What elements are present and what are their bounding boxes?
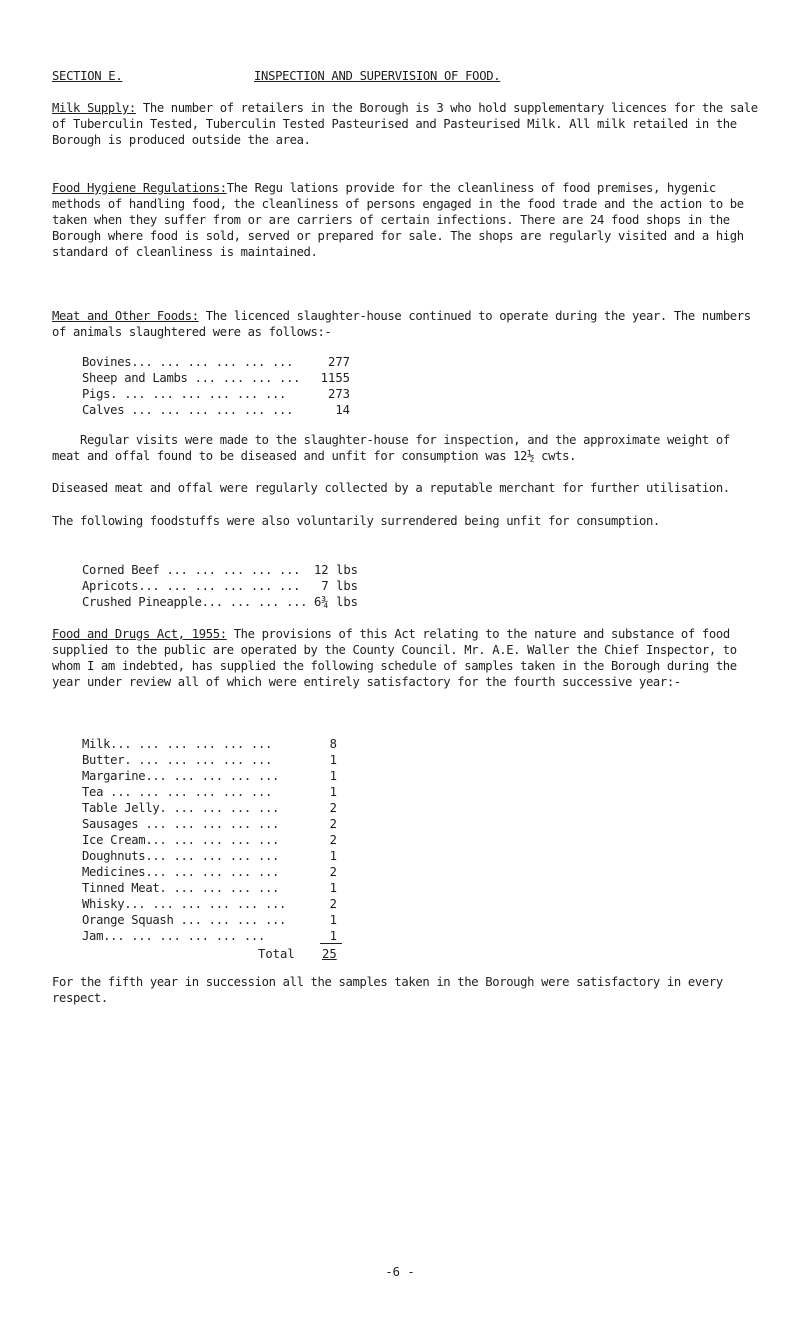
meat-other-foods-heading: Meat and Other Foods:	[52, 309, 199, 323]
sample-count: 1	[329, 769, 337, 783]
closing-text: For the fifth year in succession all the samples taken in the Borough were satisfactory in every respect.	[52, 975, 723, 1005]
food-drugs-act-heading: Food and Drugs Act, 1955:	[52, 627, 227, 641]
animal-count: 273	[327, 387, 350, 401]
list-item	[82, 848, 337, 864]
sample-count: 1	[329, 753, 337, 767]
food-hygiene-paragraph	[52, 180, 758, 260]
meat-other-foods-text: The licenced slaughter-house continued to operate during the year. The numbers of animals slaughtered were as follows:-	[52, 309, 751, 339]
food-hygiene-text: The Regu lations provide for the cleanliness of food premises, hygenic methods of handling food, the cleanliness of persons engaged in the food trade and the action to be taken when they suffer from or are carriers of certain infections. There are 24 food shops in the Borough where food is sold, served or prepared for sale. The shops are regularly visited and a high standard of cleanliness is maintained.	[52, 181, 744, 259]
animal-name: Bovines... ... ... ... ... ...	[82, 355, 294, 369]
total-divider	[320, 943, 342, 944]
sample-name: Tea ... ... ... ... ... ...	[82, 785, 273, 799]
sample-name: Whisky... ... ... ... ... ...	[82, 897, 287, 911]
animal-name: Sheep and Lambs ... ... ... ...	[82, 371, 301, 385]
foodstuff-amount: 7 lbs	[321, 579, 358, 593]
page-header	[52, 68, 772, 86]
foodstuff-amount: 6¾ lbs	[313, 595, 358, 609]
sample-name: Butter. ... ... ... ... ...	[82, 753, 273, 767]
foodstuff-name: Apricots... ... ... ... ... ...	[82, 579, 301, 593]
foodstuff-name: Corned Beef ... ... ... ... ...	[82, 563, 301, 577]
list-item	[82, 912, 337, 928]
list-item	[82, 784, 337, 800]
sample-name: Margarine... ... ... ... ...	[82, 769, 280, 783]
milk-supply-paragraph	[52, 100, 758, 148]
list-item	[82, 832, 337, 848]
sample-count: 2	[329, 865, 337, 879]
sample-count: 2	[329, 801, 337, 815]
sample-name: Doughnuts... ... ... ... ...	[82, 849, 280, 863]
diseased-meat-text: Diseased meat and offal were regularly collected by a reputable merchant for further utilisation.	[52, 481, 730, 495]
animals-slaughtered-list	[82, 354, 350, 418]
animal-count: 277	[327, 355, 350, 369]
sample-name: Ice Cream... ... ... ... ...	[82, 833, 280, 847]
milk-supply-heading: Milk Supply:	[52, 101, 136, 115]
list-item	[82, 752, 337, 768]
milk-supply-text: The number of retailers in the Borough is 3 who hold supplementary licences for the sale of Tuberculin Tested, Tuberculin Tested Pasteurised and Pasteurised Milk. All milk retailed in the Borough is produced outside the area.	[52, 101, 758, 147]
list-item	[82, 736, 337, 752]
food-drugs-act-text: The provisions of this Act relating to the nature and substance of food supplied to the public are operated by the County Council. Mr. A.E. Waller the Chief Inspector, to whom I am indebted, has supplied the following schedule of samples taken in the Borough during the year under review all of which were entirely satisfactory for the fourth successive year:-	[52, 627, 737, 689]
inspection-visits-paragraph	[52, 432, 758, 464]
sample-count: 1	[329, 785, 337, 799]
diseased-meat-paragraph	[52, 480, 758, 496]
list-item	[82, 768, 337, 784]
sample-count: 1	[329, 913, 337, 927]
list-item	[82, 800, 337, 816]
sample-count: 1	[329, 881, 337, 895]
inspection-visits-text: Regular visits were made to the slaughter-house for inspection, and the approximate weight of meat and offal found to be diseased and unfit for consumption was 12½ cwts.	[52, 433, 730, 463]
list-item	[82, 370, 350, 386]
surrendered-foodstuffs-list	[82, 562, 358, 610]
sample-count: 2	[329, 833, 337, 847]
surrendered-foodstuffs-text: The following foodstuffs were also voluntarily surrendered being unfit for consumption.	[52, 514, 660, 528]
samples-list	[82, 736, 337, 944]
sample-count: 8	[329, 737, 337, 751]
list-item	[82, 928, 337, 944]
meat-other-foods-paragraph	[52, 308, 758, 340]
foodstuff-name: Crushed Pineapple... ... ... ...	[82, 595, 308, 609]
sample-count: 2	[329, 897, 337, 911]
sample-name: Jam... ... ... ... ... ...	[82, 929, 265, 943]
list-item	[82, 386, 350, 402]
list-item	[82, 354, 350, 370]
animal-name: Pigs. ... ... ... ... ... ...	[82, 387, 287, 401]
sample-name: Orange Squash ... ... ... ...	[82, 913, 287, 927]
list-item	[82, 816, 337, 832]
section-label: SECTION E.	[52, 69, 123, 83]
sample-name: Tinned Meat. ... ... ... ...	[82, 881, 280, 895]
sample-count: 2	[329, 817, 337, 831]
sample-count: 1	[329, 849, 337, 863]
food-drugs-act-paragraph	[52, 626, 758, 690]
closing-paragraph	[52, 974, 758, 1006]
list-item	[82, 896, 337, 912]
sample-name: Sausages ... ... ... ... ...	[82, 817, 280, 831]
list-item	[82, 864, 337, 880]
food-hygiene-heading: Food Hygiene Regulations:	[52, 181, 227, 195]
sample-name: Milk... ... ... ... ... ...	[82, 737, 273, 751]
page-number: -6 -	[385, 1265, 415, 1279]
list-item	[82, 578, 358, 594]
total-label: Total	[258, 947, 295, 961]
total-value: 25	[322, 947, 337, 961]
surrendered-foodstuffs-paragraph	[52, 513, 758, 529]
page-title: INSPECTION AND SUPERVISION OF FOOD.	[254, 69, 501, 83]
sample-count: 1	[329, 929, 337, 943]
animal-count: 1155	[320, 371, 350, 385]
list-item	[82, 594, 358, 610]
list-item	[82, 880, 337, 896]
list-item	[82, 402, 350, 418]
sample-name: Table Jelly. ... ... ... ...	[82, 801, 280, 815]
list-item	[82, 562, 358, 578]
animal-count: 14	[335, 403, 350, 417]
foodstuff-amount: 12 lbs	[313, 563, 358, 577]
sample-name: Medicines... ... ... ... ...	[82, 865, 280, 879]
animal-name: Calves ... ... ... ... ... ...	[82, 403, 294, 417]
